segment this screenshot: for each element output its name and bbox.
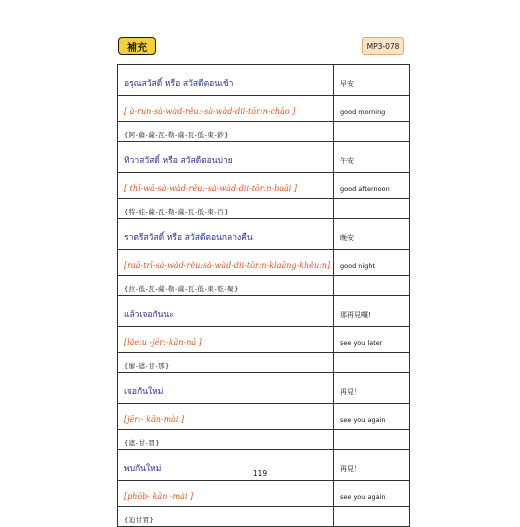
- romanization-cell: [118, 173, 334, 199]
- english-cell: [334, 481, 410, 507]
- table-row: [118, 219, 410, 250]
- pronunciation-chars-cell: [118, 199, 334, 219]
- empty-cell: [334, 199, 410, 219]
- english-translation: see you again: [340, 416, 386, 424]
- english-cell: [334, 327, 410, 353]
- thai-cell: [118, 373, 334, 404]
- romanization: [jēr:- kān-mài ]: [124, 415, 185, 424]
- empty-cell: [334, 353, 410, 373]
- pronunciation-chars-cell: [118, 122, 334, 142]
- pronunciation-chars-cell: [118, 276, 334, 296]
- table-row: [118, 481, 410, 507]
- english-translation: good night: [340, 262, 375, 270]
- english-translation: good morning: [340, 108, 386, 116]
- empty-cell: [334, 122, 410, 142]
- pronunciation-chars-cell: [118, 507, 334, 527]
- table-row: [118, 122, 410, 142]
- thai-phrase: พบกันใหม่: [124, 463, 162, 474]
- thai-phrase: อรุณสวัสดิ์ หรือ สวัสดีตอนเช้า: [124, 78, 234, 89]
- pronunciation-chars: {特-娃-薩-瓦-勒-薩-瓦-低-東-百}: [124, 208, 229, 216]
- romanization-cell: [118, 404, 334, 430]
- chinese-translation: 那再見囉!: [340, 310, 371, 319]
- chinese-translation: 晚安: [340, 233, 354, 242]
- table-row: [118, 430, 410, 450]
- table-row: [118, 373, 410, 404]
- romanization: [lǎe:u -jēr:-kān-nā ]: [124, 338, 202, 347]
- pronunciation-chars-cell: [118, 430, 334, 450]
- romanization: [raā-trī-sà-wàd-rěu:sà-wàd-dii-tōr:n-klaāng-khěu:n]: [124, 261, 331, 270]
- english-translation: good afternoon: [340, 185, 390, 193]
- pronunciation-chars-cell: [118, 353, 334, 373]
- pronunciation-chars: {迫甘買}: [124, 516, 155, 524]
- chinese-cell: [334, 65, 410, 96]
- supplement-badge: 補充: [118, 37, 156, 55]
- chinese-translation: 早安: [340, 79, 354, 88]
- romanization-cell: [118, 250, 334, 276]
- empty-cell: [334, 507, 410, 527]
- pronunciation-chars: {阿-倫-薩-瓦-勒-薩-瓦-低-東-鈔}: [124, 131, 229, 139]
- thai-phrase: ทิวาสวัสดิ์ หรือ สวัสดีตอนบ่าย: [124, 155, 233, 166]
- table-row: [118, 353, 410, 373]
- chinese-cell: [334, 373, 410, 404]
- table-row: [118, 96, 410, 122]
- thai-cell: [118, 65, 334, 96]
- romanization-cell: [118, 96, 334, 122]
- table-row: [118, 327, 410, 353]
- chinese-translation: 再見！: [340, 464, 361, 473]
- english-translation: see you again: [340, 493, 386, 501]
- chinese-cell: [334, 296, 410, 327]
- romanization-cell: [118, 327, 334, 353]
- table-row: [118, 404, 410, 430]
- thai-phrase: เจอกันใหม่: [124, 386, 164, 397]
- english-translation: see you later: [340, 339, 383, 347]
- page-number: 119: [252, 469, 268, 478]
- romanization-cell: [118, 481, 334, 507]
- table-row: [118, 296, 410, 327]
- table-row: [118, 250, 410, 276]
- pronunciation-chars: {遮-甘-買}: [124, 439, 160, 447]
- thai-cell: [118, 142, 334, 173]
- pronunciation-chars: {拉-低-瓦-薩-勒-薩-瓦-低-東-乾-聚}: [124, 285, 239, 293]
- table-row: [118, 507, 410, 527]
- thai-phrase: แล้วเจอกันนะ: [124, 309, 174, 320]
- empty-cell: [334, 276, 410, 296]
- empty-cell: [334, 430, 410, 450]
- english-cell: [334, 404, 410, 430]
- table-row: [118, 276, 410, 296]
- vocabulary-table: [117, 64, 410, 527]
- english-cell: [334, 250, 410, 276]
- table-row: [118, 173, 410, 199]
- romanization: [phōb- kān -mài ]: [124, 492, 194, 501]
- chinese-translation: 再見！: [340, 387, 361, 396]
- romanization: [ thī-wā-sà-wàd-rěu:-sà-wàd-dii-tōr:n-baāi ]: [124, 184, 297, 193]
- table-row: [118, 199, 410, 219]
- romanization: [ à-run-sà-wàd-rěu:-sà-wàd-dii-tōr:n-chāo ]: [124, 107, 296, 116]
- chinese-translation: 午安: [340, 156, 354, 165]
- thai-phrase: ราตรีสวัสดิ์ หรือ สวัสดีตอนกลางคืน: [124, 232, 253, 243]
- audio-track-badge: MP3-078: [362, 37, 404, 55]
- english-cell: [334, 96, 410, 122]
- thai-cell: [118, 296, 334, 327]
- thai-cell: [118, 219, 334, 250]
- chinese-cell: [334, 142, 410, 173]
- english-cell: [334, 173, 410, 199]
- chinese-cell: [334, 219, 410, 250]
- pronunciation-chars: {廖-遮-甘-那}: [124, 362, 170, 370]
- table-row: [118, 142, 410, 173]
- table-row: [118, 65, 410, 96]
